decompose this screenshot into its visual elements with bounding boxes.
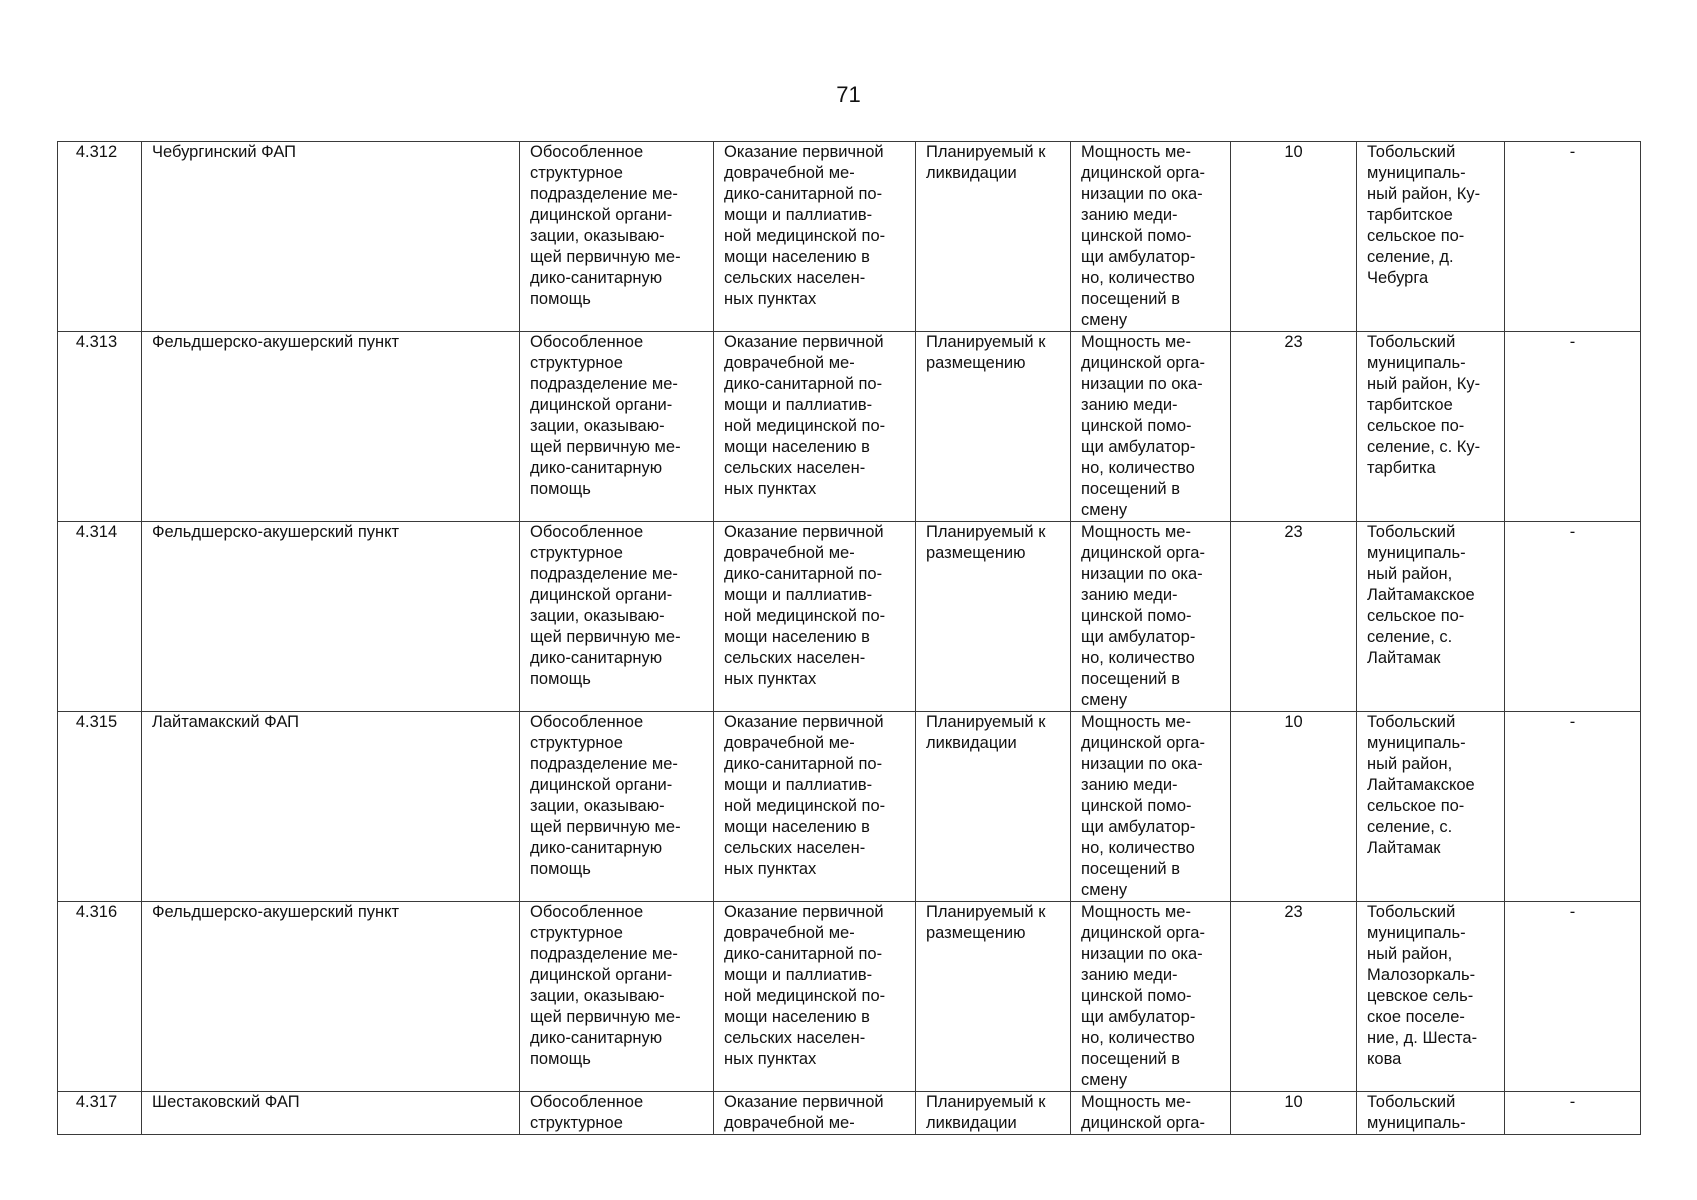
facility-type: Обособленное структурное подразделение ме- дицинской органи- зации, оказываю- щей первичную ме- дико-санитарную помощь [520, 142, 714, 332]
row-number: 4.316 [58, 902, 142, 1092]
facility-purpose: Оказание первичной доврачебной ме- дико-санитарной по- мощи и паллиатив- ной медицинской по- мощи населению в сельских населен- ных пунктах [714, 712, 916, 902]
facility-purpose: Оказание первичной доврачебной ме- дико-санитарной по- мощи и паллиатив- ной медицинской по- мощи населению в сельских населен- ных пунктах [714, 522, 916, 712]
facility-status: Планируемый к размещению [916, 332, 1071, 522]
facility-capacity: 10 [1231, 712, 1357, 902]
facility-characteristic: Мощность ме- дицинской орга- низации по ока- занию меди- цинской помо- щи амбулатор- но, количество посещений в смену [1071, 332, 1231, 522]
facility-purpose: Оказание первичной доврачебной ме- дико-санитарной по- мощи и паллиатив- ной медицинской по- мощи населению в сельских населен- ных пунктах [714, 332, 916, 522]
facility-status: Планируемый к ликвидации [916, 142, 1071, 332]
facility-zone: - [1505, 1092, 1641, 1135]
facility-type: Обособленное структурное подразделение ме- дицинской органи- зации, оказываю- щей первичную ме- дико-санитарную помощь [520, 332, 714, 522]
facility-purpose: Оказание первичной доврачебной ме- [714, 1092, 916, 1135]
table-row [58, 142, 1641, 332]
facility-characteristic: Мощность ме- дицинской орга- низации по ока- занию меди- цинской помо- щи амбулатор- но, количество посещений в смену [1071, 142, 1231, 332]
facility-location: Тобольский муниципаль- [1357, 1092, 1505, 1135]
facility-capacity: 10 [1231, 142, 1357, 332]
facility-name: Фельдшерско-акушерский пункт [142, 332, 520, 522]
facility-capacity: 23 [1231, 902, 1357, 1092]
facility-status: Планируемый к размещению [916, 902, 1071, 1092]
facility-purpose: Оказание первичной доврачебной ме- дико-санитарной по- мощи и паллиатив- ной медицинской по- мощи населению в сельских населен- ных пунктах [714, 142, 916, 332]
facility-zone: - [1505, 332, 1641, 522]
facility-status: Планируемый к размещению [916, 522, 1071, 712]
row-number: 4.313 [58, 332, 142, 522]
facility-capacity: 23 [1231, 522, 1357, 712]
facility-zone: - [1505, 902, 1641, 1092]
facility-location: Тобольский муниципаль- ный район, Ку- тарбитское сельское по- селение, д. Чебурга [1357, 142, 1505, 332]
facility-characteristic: Мощность ме- дицинской орга- [1071, 1092, 1231, 1135]
table-row [58, 1092, 1641, 1135]
facility-location: Тобольский муниципаль- ный район, Малозоркаль- цевское сель- ское поселе- ние, д. Шеста- кова [1357, 902, 1505, 1092]
facility-location: Тобольский муниципаль- ный район, Лайтамакское сельское по- селение, с. Лайтамак [1357, 522, 1505, 712]
facility-capacity: 23 [1231, 332, 1357, 522]
facilities-table [57, 141, 1641, 1135]
table-row [58, 712, 1641, 902]
facility-name: Фельдшерско-акушерский пункт [142, 522, 520, 712]
facility-name: Лайтамакский ФАП [142, 712, 520, 902]
row-number: 4.312 [58, 142, 142, 332]
facility-name: Чебургинский ФАП [142, 142, 520, 332]
page-number: 71 [836, 82, 861, 107]
facility-type: Обособленное структурное подразделение ме- дицинской органи- зации, оказываю- щей первичную ме- дико-санитарную помощь [520, 712, 714, 902]
facility-status: Планируемый к ликвидации [916, 1092, 1071, 1135]
row-number: 4.317 [58, 1092, 142, 1135]
facility-purpose: Оказание первичной доврачебной ме- дико-санитарной по- мощи и паллиатив- ной медицинской по- мощи населению в сельских населен- ных пунктах [714, 902, 916, 1092]
row-number: 4.314 [58, 522, 142, 712]
facility-status: Планируемый к ликвидации [916, 712, 1071, 902]
facility-location: Тобольский муниципаль- ный район, Ку- тарбитское сельское по- селение, с. Ку- тарбитка [1357, 332, 1505, 522]
facility-zone: - [1505, 712, 1641, 902]
facility-name: Шестаковский ФАП [142, 1092, 520, 1135]
facility-capacity: 10 [1231, 1092, 1357, 1135]
facility-characteristic: Мощность ме- дицинской орга- низации по ока- занию меди- цинской помо- щи амбулатор- но, количество посещений в смену [1071, 712, 1231, 902]
table-row [58, 522, 1641, 712]
table-row [58, 902, 1641, 1092]
facility-characteristic: Мощность ме- дицинской орга- низации по ока- занию меди- цинской помо- щи амбулатор- но, количество посещений в смену [1071, 902, 1231, 1092]
facility-zone: - [1505, 522, 1641, 712]
facility-name: Фельдшерско-акушерский пункт [142, 902, 520, 1092]
facility-characteristic: Мощность ме- дицинской орга- низации по ока- занию меди- цинской помо- щи амбулатор- но, количество посещений в смену [1071, 522, 1231, 712]
facility-type: Обособленное структурное [520, 1092, 714, 1135]
facility-type: Обособленное структурное подразделение ме- дицинской органи- зации, оказываю- щей первичную ме- дико-санитарную помощь [520, 522, 714, 712]
row-number: 4.315 [58, 712, 142, 902]
table-row [58, 332, 1641, 522]
facility-type: Обособленное структурное подразделение ме- дицинской органи- зации, оказываю- щей первичную ме- дико-санитарную помощь [520, 902, 714, 1092]
facility-zone: - [1505, 142, 1641, 332]
facility-location: Тобольский муниципаль- ный район, Лайтамакское сельское по- селение, с. Лайтамак [1357, 712, 1505, 902]
